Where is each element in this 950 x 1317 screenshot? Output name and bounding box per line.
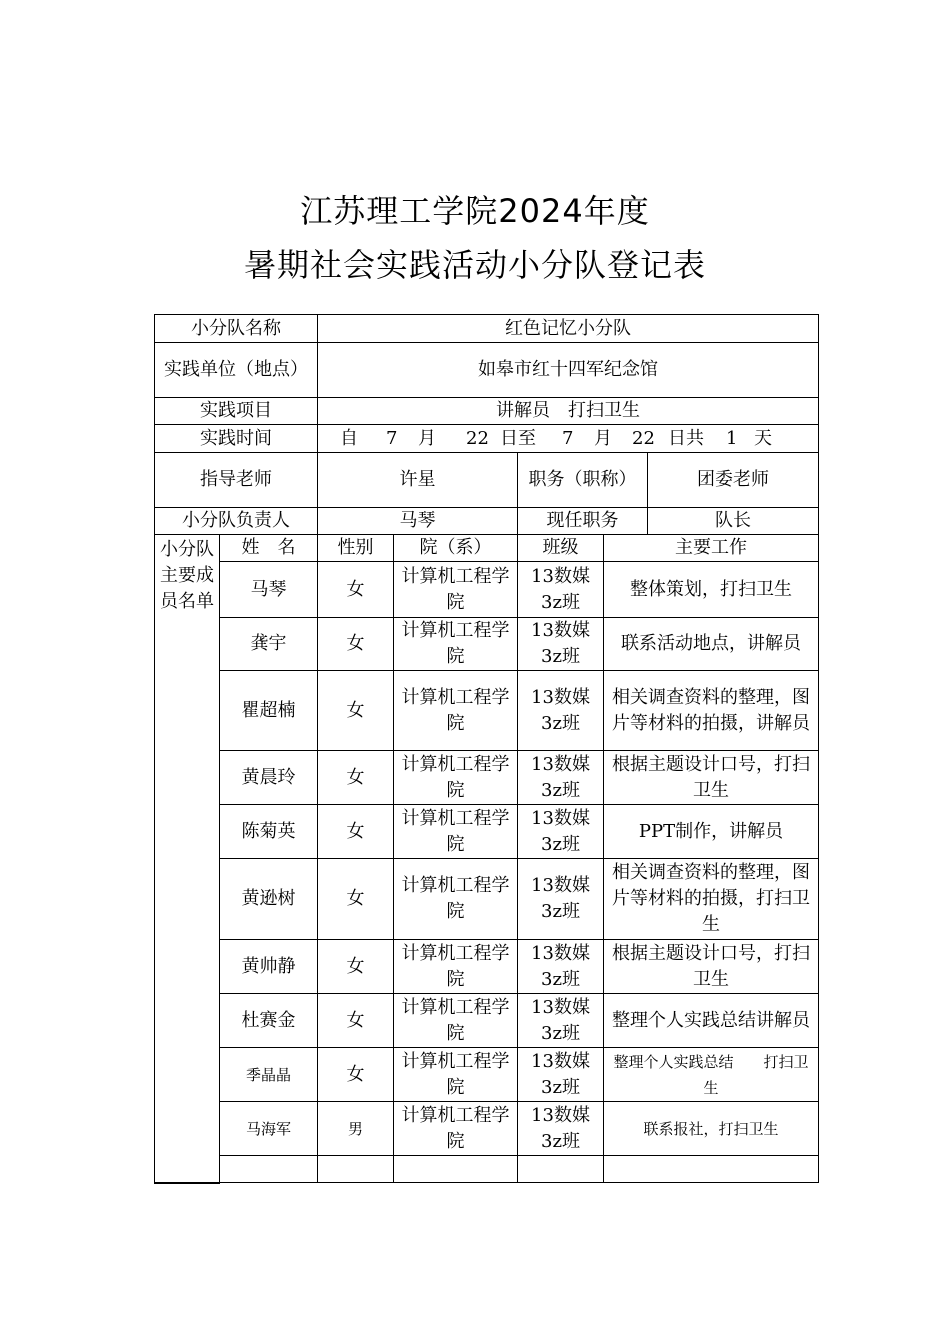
member-work: 联系报社，打扫卫生 — [604, 1102, 819, 1156]
member-row — [155, 751, 819, 805]
advisor-value: 许星 — [318, 453, 518, 508]
members-label: 小分队主要成员名单 — [155, 535, 220, 1183]
member-class: 13数媒3z班 — [518, 859, 604, 940]
member-name: 陈菊英 — [220, 805, 318, 859]
page-title-line2: 暑期社会实践活动小分队登记表 — [243, 246, 706, 284]
member-row — [155, 940, 819, 994]
empty-cell — [394, 1156, 518, 1183]
empty-cell — [604, 1156, 819, 1183]
member-class: 13数媒3z班 — [518, 618, 604, 671]
empty-cell — [518, 1156, 604, 1183]
leader-position-label: 现任职务 — [518, 508, 648, 535]
member-dept: 计算机工程学院 — [394, 1048, 518, 1102]
member-work: 根据主题设计口号，打扫卫生 — [604, 751, 819, 805]
member-gender: 女 — [318, 618, 394, 671]
leader-label: 小分队负责人 — [155, 508, 318, 535]
member-class: 13数媒3z班 — [518, 562, 604, 618]
advisor-position-value: 团委老师 — [648, 453, 819, 508]
member-name: 瞿超楠 — [220, 671, 318, 751]
time-days: 1 — [726, 427, 738, 449]
member-name: 马海军 — [220, 1102, 318, 1156]
empty-row — [155, 1156, 819, 1183]
member-work: 整理个人实践总结讲解员 — [604, 994, 819, 1048]
time-month2: 7 — [562, 427, 574, 449]
member-row — [155, 994, 819, 1048]
col-header-work: 主要工作 — [604, 535, 819, 562]
page-title-line1: 江苏理工学院2024年度 — [300, 192, 650, 230]
member-class: 13数媒3z班 — [518, 1102, 604, 1156]
project-value: 讲解员 打扫卫生 — [318, 398, 819, 425]
member-row — [155, 1048, 819, 1102]
time-label: 实践时间 — [155, 425, 318, 453]
member-dept: 计算机工程学院 — [394, 940, 518, 994]
member-row — [155, 859, 819, 940]
member-class: 13数媒3z班 — [518, 994, 604, 1048]
member-row — [155, 618, 819, 671]
member-work: PPT制作，讲解员 — [604, 805, 819, 859]
member-dept: 计算机工程学院 — [394, 671, 518, 751]
registration-table — [154, 314, 819, 1184]
col-header-class: 班级 — [518, 535, 604, 562]
member-dept: 计算机工程学院 — [394, 859, 518, 940]
member-gender: 女 — [318, 1048, 394, 1102]
member-class: 13数媒3z班 — [518, 940, 604, 994]
time-value — [318, 425, 819, 453]
member-name: 季晶晶 — [220, 1048, 318, 1102]
member-gender: 男 — [318, 1102, 394, 1156]
empty-cell — [220, 1156, 318, 1183]
member-work: 根据主题设计口号，打扫卫生 — [604, 940, 819, 994]
leader-value: 马琴 — [318, 508, 518, 535]
member-dept: 计算机工程学院 — [394, 805, 518, 859]
member-row — [155, 562, 819, 618]
time-day-to: 日至 — [500, 427, 536, 449]
advisor-position-label: 职务（职称） — [518, 453, 648, 508]
member-gender: 女 — [318, 940, 394, 994]
member-dept: 计算机工程学院 — [394, 994, 518, 1048]
member-class: 13数媒3z班 — [518, 671, 604, 751]
member-name: 黄逊树 — [220, 859, 318, 940]
location-label: 实践单位（地点） — [155, 343, 318, 398]
member-name: 黄帅静 — [220, 940, 318, 994]
member-dept: 计算机工程学院 — [394, 618, 518, 671]
time-month2-unit: 月 — [594, 427, 612, 449]
member-dept: 计算机工程学院 — [394, 562, 518, 618]
time-month1-unit: 月 — [418, 427, 436, 449]
time-month1: 7 — [386, 427, 398, 449]
member-row — [155, 1102, 819, 1156]
team-name-label: 小分队名称 — [155, 315, 318, 343]
time-days-unit: 天 — [754, 427, 772, 449]
member-gender: 女 — [318, 805, 394, 859]
time-day-total: 日共 — [668, 427, 704, 449]
member-dept: 计算机工程学院 — [394, 751, 518, 805]
member-class: 13数媒3z班 — [518, 805, 604, 859]
member-row — [155, 805, 819, 859]
empty-cell — [318, 1156, 394, 1183]
member-gender: 女 — [318, 671, 394, 751]
member-name: 龚宇 — [220, 618, 318, 671]
member-work: 联系活动地点，讲解员 — [604, 618, 819, 671]
member-work: 整体策划，打扫卫生 — [604, 562, 819, 618]
member-name: 杜赛金 — [220, 994, 318, 1048]
member-row — [155, 671, 819, 751]
member-gender: 女 — [318, 859, 394, 940]
member-dept: 计算机工程学院 — [394, 1102, 518, 1156]
col-header-gender: 性别 — [318, 535, 394, 562]
project-label: 实践项目 — [155, 398, 318, 425]
time-from: 自 — [340, 427, 358, 449]
member-work: 相关调查资料的整理，图片等材料的拍摄，讲解员 — [604, 671, 819, 751]
team-name-value: 红色记忆小分队 — [318, 315, 819, 343]
member-name: 黄晨玲 — [220, 751, 318, 805]
member-name: 马琴 — [220, 562, 318, 618]
location-value: 如皋市红十四军纪念馆 — [318, 343, 819, 398]
time-day1: 22 — [466, 427, 489, 449]
col-header-dept: 院（系） — [394, 535, 518, 562]
member-class: 13数媒3z班 — [518, 1048, 604, 1102]
member-gender: 女 — [318, 562, 394, 618]
member-gender: 女 — [318, 751, 394, 805]
leader-position-value: 队长 — [648, 508, 819, 535]
advisor-label: 指导老师 — [155, 453, 318, 508]
time-day2: 22 — [632, 427, 655, 449]
member-work: 整理个人实践总结 打扫卫生 — [604, 1048, 819, 1102]
col-header-name: 姓 名 — [220, 535, 318, 562]
member-gender: 女 — [318, 994, 394, 1048]
member-class: 13数媒3z班 — [518, 751, 604, 805]
member-work: 相关调查资料的整理，图片等材料的拍摄，打扫卫生 — [604, 859, 819, 940]
